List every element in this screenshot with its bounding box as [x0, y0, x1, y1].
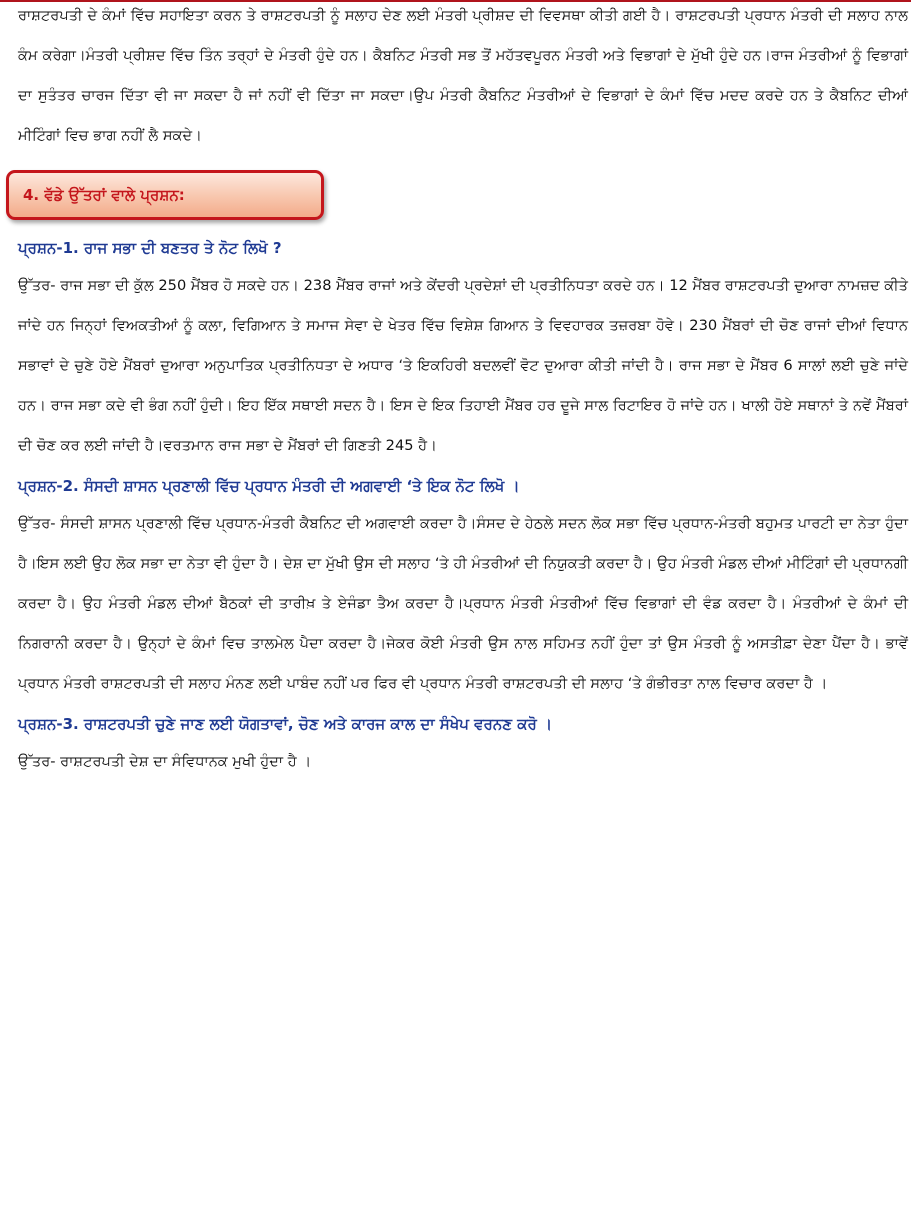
- section-heading: 4. ਵੱਡੇ ਉੱਤਰਾਂ ਵਾਲੇ ਪ੍ਰਸ਼ਨ:: [23, 186, 185, 204]
- answer-1: ਉੱਤਰ- ਰਾਜ ਸਭਾ ਦੀ ਕੁੱਲ 250 ਮੈਂਬਰ ਹੋ ਸਕਦੇ ਹਨ। 238 ਮੈਂਬਰ ਰਾਜਾਂ ਅਤੇ ਕੇਂਦਰੀ ਪ੍ਰਦੇਸ਼ਾਂ ਦੀ ਪ੍ਰਤੀਨਿਧਤਾ ਕਰਦੇ ਹਨ। 12 ਮੈਂਬਰ ਰਾਸ਼ਟਰਪਤੀ ਦੁਆਰਾ ਨਾਮਜ਼ਦ ਕੀਤੇ ਜਾਂਦੇ ਹਨ ਜਿਨ੍ਹਾਂ ਵਿਅਕਤੀਆਂ ਨੂੰ ਕਲਾ, ਵਿਗਿਆਨ ਤੇ ਸਮਾਜ ਸੇਵਾ ਦੇ ਖੇਤਰ ਵਿੱਚ ਵਿਸ਼ੇਸ਼ ਗਿਆਨ ਤੇ ਵਿਵਹਾਰਕ ਤਜ਼ਰਬਾ ਹੋਵੇ। 230 ਮੈਂਬਰਾਂ ਦੀ ਚੋਣ ਰਾਜਾਂ ਦੀਆਂ ਵਿਧਾਨ ਸਭਾਵਾਂ ਦੇ ਚੁਣੇ ਹੋਏ ਮੈਂਬਰਾਂ ਦੁਆਰਾ ਅਨੁਪਾਤਿਕ ਪ੍ਰਤੀਨਿਧਤਾ ਦੇ ਅਧਾਰ ‘ਤੇ ਇਕਹਿਰੀ ਬਦਲਵੀਂ ਵੋਟ ਦੁਆਰਾ ਕੀਤੀ ਜਾਂਦੀ ਹੈ। ਰਾਜ ਸਭਾ ਦੇ ਮੈਂਬਰ 6 ਸਾਲਾਂ ਲਈ ਚੁਣੇ ਜਾਂਦੇ ਹਨ। ਰਾਜ ਸਭਾ ਕਦੇ ਵੀ ਭੰਗ ਨਹੀਂ ਹੁੰਦੀ। ਇਹ ਇੱਕ ਸਥਾਈ ਸਦਨ ਹੈ। ਇਸ ਦੇ ਇਕ ਤਿਹਾਈ ਮੈਂਬਰ ਹਰ ਦੂਜੇ ਸਾਲ ਰਿਟਾਇਰ ਹੋ ਜਾਂਦੇ ਹਨ। ਖਾਲੀ ਹੋਏ ਸਥਾਨਾਂ ਤੇ ਨਵੇਂ ਮੈਂਬਰਾਂ ਦੀ ਚੋਣ ਕਰ ਲਈ ਜਾਂਦੀ ਹੈ।ਵਰਤਮਾਨ ਰਾਜ ਸਭਾ ਦੇ ਮੈਂਬਰਾਂ ਦੀ ਗਿਣਤੀ 245 ਹੈ।: [18, 277, 908, 454]
- question-3: ਪ੍ਰਸ਼ਨ-3. ਰਾਸ਼ਟਰਪਤੀ ਚੁਣੇ ਜਾਣ ਲਈ ਯੋਗਤਾਵਾਂ, ਚੋਣ ਅਤੇ ਕਾਰਜ ਕਾਲ ਦਾ ਸੰਖੇਪ ਵਰਨਣ ਕਰੋ ।: [18, 715, 553, 733]
- question-2: ਪ੍ਰਸ਼ਨ-2. ਸੰਸਦੀ ਸ਼ਾਸਨ ਪ੍ਰਣਾਲੀ ਵਿੱਚ ਪ੍ਰਧਾਨ ਮੰਤਰੀ ਦੀ ਅਗਵਾਈ ‘ਤੇ ਇਕ ਨੋਟ ਲਿਖੋ ।: [18, 477, 520, 495]
- section-heading-box: [6, 170, 324, 220]
- answer-3: ਉੱਤਰ- ਰਾਸ਼ਟਰਪਤੀ ਦੇਸ਼ ਦਾ ਸੰਵਿਧਾਨਕ ਮੁਖੀ ਹੁੰਦਾ ਹੈ ।: [18, 753, 312, 770]
- document-page: [18, 0, 908, 782]
- answer-2: ਉੱਤਰ- ਸੰਸਦੀ ਸ਼ਾਸਨ ਪ੍ਰਣਾਲੀ ਵਿੱਚ ਪ੍ਰਧਾਨ-ਮੰਤਰੀ ਕੈਬਨਿਟ ਦੀ ਅਗਵਾਈ ਕਰਦਾ ਹੈ।ਸੰਸਦ ਦੇ ਹੇਠਲੇ ਸਦਨ ਲੋਕ ਸਭਾ ਵਿੱਚ ਪ੍ਰਧਾਨ-ਮੰਤਰੀ ਬਹੁਮਤ ਪਾਰਟੀ ਦਾ ਨੇਤਾ ਹੁੰਦਾ ਹੈ।ਇਸ ਲਈ ਉਹ ਲੋਕ ਸਭਾ ਦਾ ਨੇਤਾ ਵੀ ਹੁੰਦਾ ਹੈ। ਦੇਸ਼ ਦਾ ਮੁੱਖੀ ਉਸ ਦੀ ਸਲਾਹ ‘ਤੇ ਹੀ ਮੰਤਰੀਆਂ ਦੀ ਨਿਯੁਕਤੀ ਕਰਦਾ ਹੈ। ਉਹ ਮੰਤਰੀ ਮੰਡਲ ਦੀਆਂ ਮੀਟਿੰਗਾਂ ਦੀ ਪ੍ਰਧਾਨਗੀ ਕਰਦਾ ਹੈ। ਉਹ ਮੰਤਰੀ ਮੰਡਲ ਦੀਆਂ ਬੈਠਕਾਂ ਦੀ ਤਾਰੀਖ਼ ਤੇ ਏਜੰਡਾ ਤੈਅ ਕਰਦਾ ਹੈ।ਪ੍ਰਧਾਨ ਮੰਤਰੀ ਮੰਤਰੀਆਂ ਵਿੱਚ ਵਿਭਾਗਾਂ ਦੀ ਵੰਡ ਕਰਦਾ ਹੈ। ਮੰਤਰੀਆਂ ਦੇ ਕੰਮਾਂ ਦੀ ਨਿਗਰਾਨੀ ਕਰਦਾ ਹੈ। ਉਨ੍ਹਾਂ ਦੇ ਕੰਮਾਂ ਵਿਚ ਤਾਲਮੇਲ ਪੈਦਾ ਕਰਦਾ ਹੈ।ਜੇਕਰ ਕੋਈ ਮੰਤਰੀ ਉਸ ਨਾਲ ਸਹਿਮਤ ਨਹੀਂ ਹੁੰਦਾ ਤਾਂ ਉਸ ਮੰਤਰੀ ਨੂੰ ਅਸਤੀਫ਼ਾ ਦੇਣਾ ਪੈਂਦਾ ਹੈ। ਭਾਵੇਂ ਪ੍ਰਧਾਨ ਮੰਤਰੀ ਰਾਸ਼ਟਰਪਤੀ ਦੀ ਸਲਾਹ ਮੰਨਣ ਲਈ ਪਾਬੰਦ ਨਹੀਂ ਪਰ ਫਿਰ ਵੀ ਪ੍ਰਧਾਨ ਮੰਤਰੀ ਰਾਸ਼ਟਰਪਤੀ ਦੀ ਸਲਾਹ ‘ਤੇ ਗੰਭੀਰਤਾ ਨਾਲ ਵਿਚਾਰ ਕਰਦਾ ਹੈ ।: [18, 515, 908, 692]
- intro-paragraph: ਰਾਸ਼ਟਰਪਤੀ ਦੇ ਕੰਮਾਂ ਵਿੱਚ ਸਹਾਇਤਾ ਕਰਨ ਤੇ ਰਾਸ਼ਟਰਪਤੀ ਨੂੰ ਸਲਾਹ ਦੇਣ ਲਈ ਮੰਤਰੀ ਪ੍ਰੀਸ਼ਦ ਦੀ ਵਿਵਸਥਾ ਕੀਤੀ ਗਈ ਹੈ। ਰਾਸ਼ਟਰਪਤੀ ਪ੍ਰਧਾਨ ਮੰਤਰੀ ਦੀ ਸਲਾਹ ਨਾਲ ਕੰਮ ਕਰੇਗਾ।ਮੰਤਰੀ ਪ੍ਰੀਸ਼ਦ ਵਿੱਚ ਤਿੰਨ ਤਰ੍ਹਾਂ ਦੇ ਮੰਤਰੀ ਹੁੰਦੇ ਹਨ। ਕੈਬਨਿਟ ਮੰਤਰੀ ਸਭ ਤੋਂ ਮਹੱਤਵਪੂਰਨ ਮੰਤਰੀ ਅਤੇ ਵਿਭਾਗਾਂ ਦੇ ਮੁੱਖੀ ਹੁੰਦੇ ਹਨ।ਰਾਜ ਮੰਤਰੀਆਂ ਨੂੰ ਵਿਭਾਗਾਂ ਦਾ ਸੁਤੰਤਰ ਚਾਰਜ ਦਿੱਤਾ ਵੀ ਜਾ ਸਕਦਾ ਹੈ ਜਾਂ ਨਹੀਂ ਵੀ ਦਿੱਤਾ ਜਾ ਸਕਦਾ।ਉਪ ਮੰਤਰੀ ਕੈਬਨਿਟ ਮੰਤਰੀਆਂ ਦੇ ਵਿਭਾਗਾਂ ਦੇ ਕੰਮਾਂ ਵਿੱਚ ਮਦਦ ਕਰਦੇ ਹਨ ਤੇ ਕੈਬਨਿਟ ਦੀਆਂ ਮੀਟਿੰਗਾਂ ਵਿਚ ਭਾਗ ਨਹੀਂ ਲੈ ਸਕਦੇ।: [18, 7, 908, 144]
- question-1: ਪ੍ਰਸ਼ਨ-1. ਰਾਜ ਸਭਾ ਦੀ ਬਣਤਰ ਤੇ ਨੋਟ ਲਿਖੋ ?: [18, 239, 282, 257]
